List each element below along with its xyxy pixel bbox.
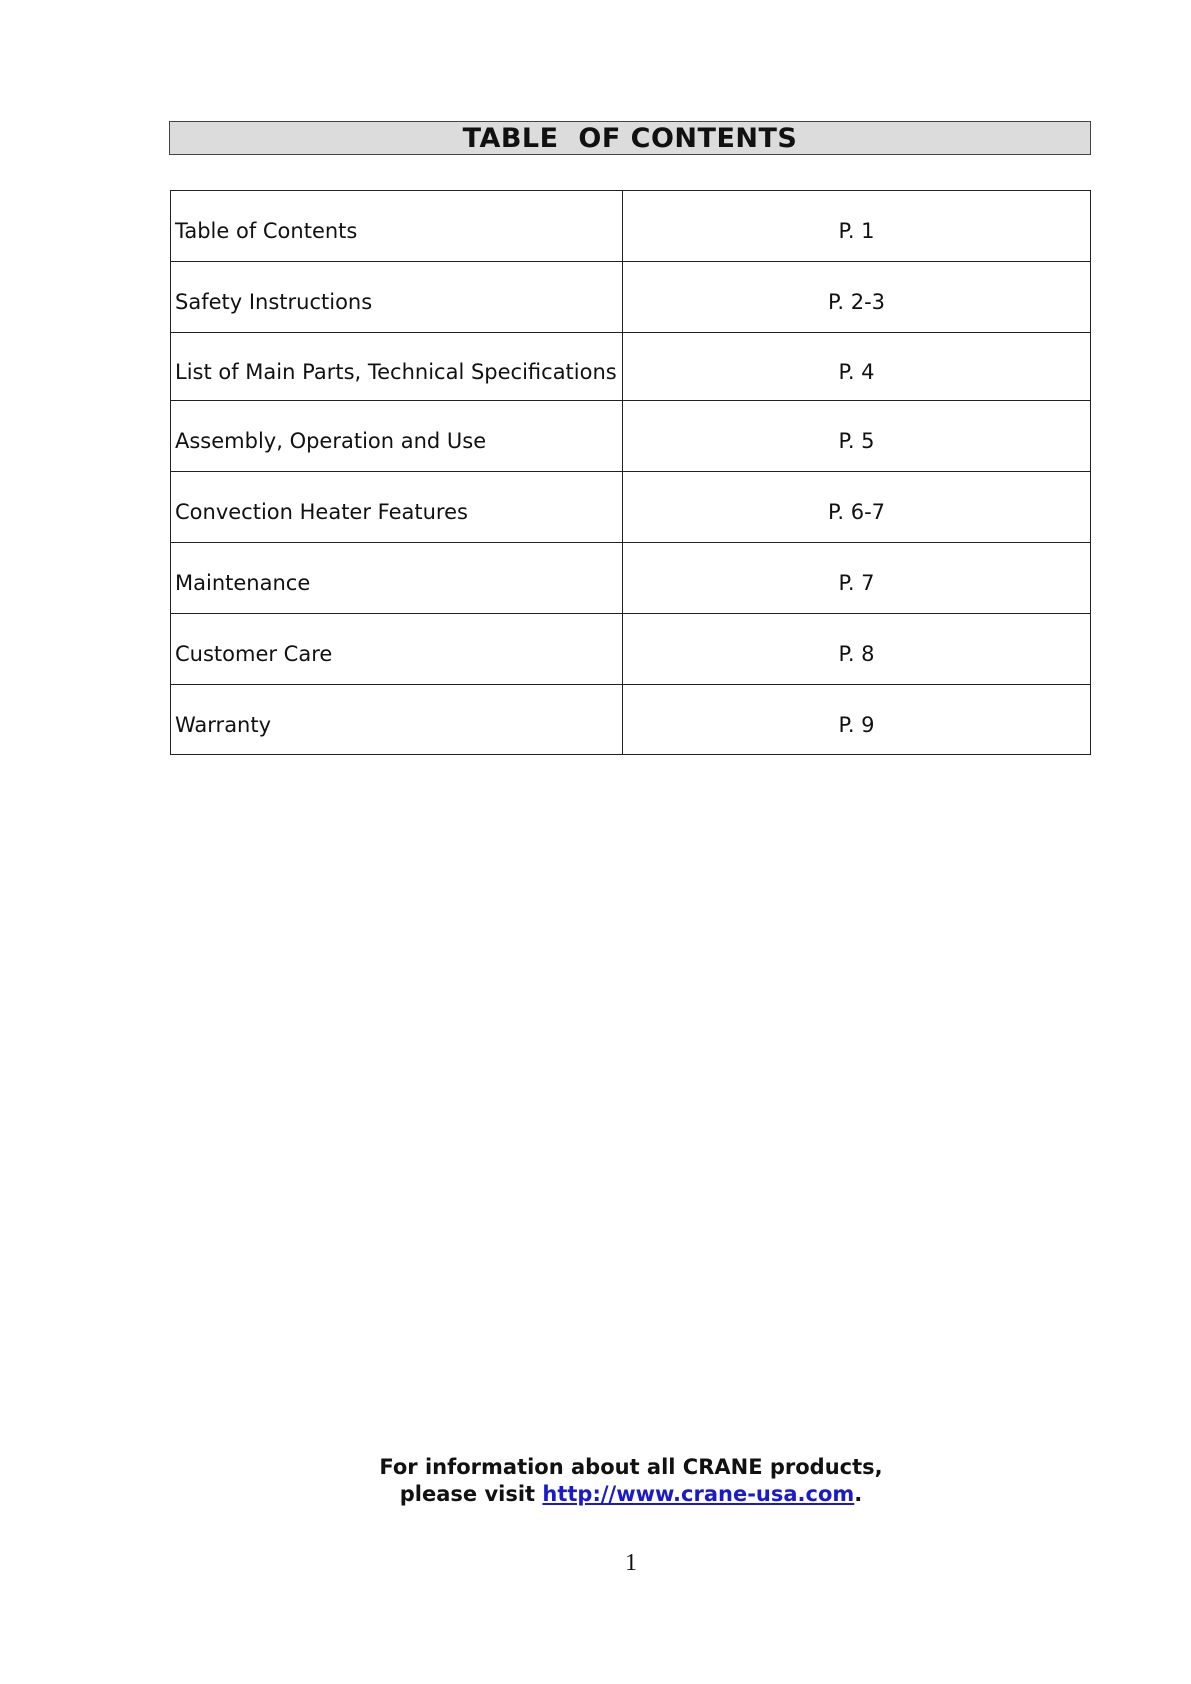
toc-section-title: Safety Instructions [171,262,623,332]
toc-title-bar [169,121,1091,155]
toc-page-ref: P. 5 [838,429,875,453]
toc-row [171,261,1090,332]
footer-info [0,1454,1191,1508]
page-title: TABLE OF CONTENTS [462,122,798,154]
page-number: 1 [625,1550,637,1576]
toc-row [171,613,1090,684]
toc-page-ref: P. 7 [838,571,875,595]
toc-page-ref: P. 1 [838,219,875,243]
toc-section-title: Assembly, Operation and Use [171,401,623,471]
toc-table [170,190,1091,755]
footer-visit-text: please visit [399,1482,543,1506]
toc-page-ref: P. 2-3 [827,290,886,314]
toc-section-title: Warranty [171,685,623,754]
toc-row [171,400,1090,471]
footer-period: . [854,1482,863,1506]
toc-row [171,542,1090,613]
footer-line-1: For information about all CRANE products, [379,1455,883,1479]
footer-line-2 [0,1481,1191,1508]
toc-page-ref: P. 4 [838,359,875,384]
toc-row [171,191,1090,261]
toc-section-title: Table of Contents [171,191,623,261]
toc-page-ref: P. 8 [838,642,875,666]
toc-section-title: List of Main Parts, Technical Specifications [171,333,623,400]
toc-section-title: Customer Care [171,614,623,684]
toc-row [171,471,1090,542]
website-link[interactable]: http://www.crane-usa.com [542,1482,855,1506]
toc-section-title: Maintenance [171,543,623,613]
toc-row [171,684,1090,754]
toc-page-ref: P. 9 [838,712,875,737]
toc-page-ref: P. 6-7 [827,500,886,524]
toc-row [171,332,1090,400]
toc-section-title: Convection Heater Features [171,472,623,542]
